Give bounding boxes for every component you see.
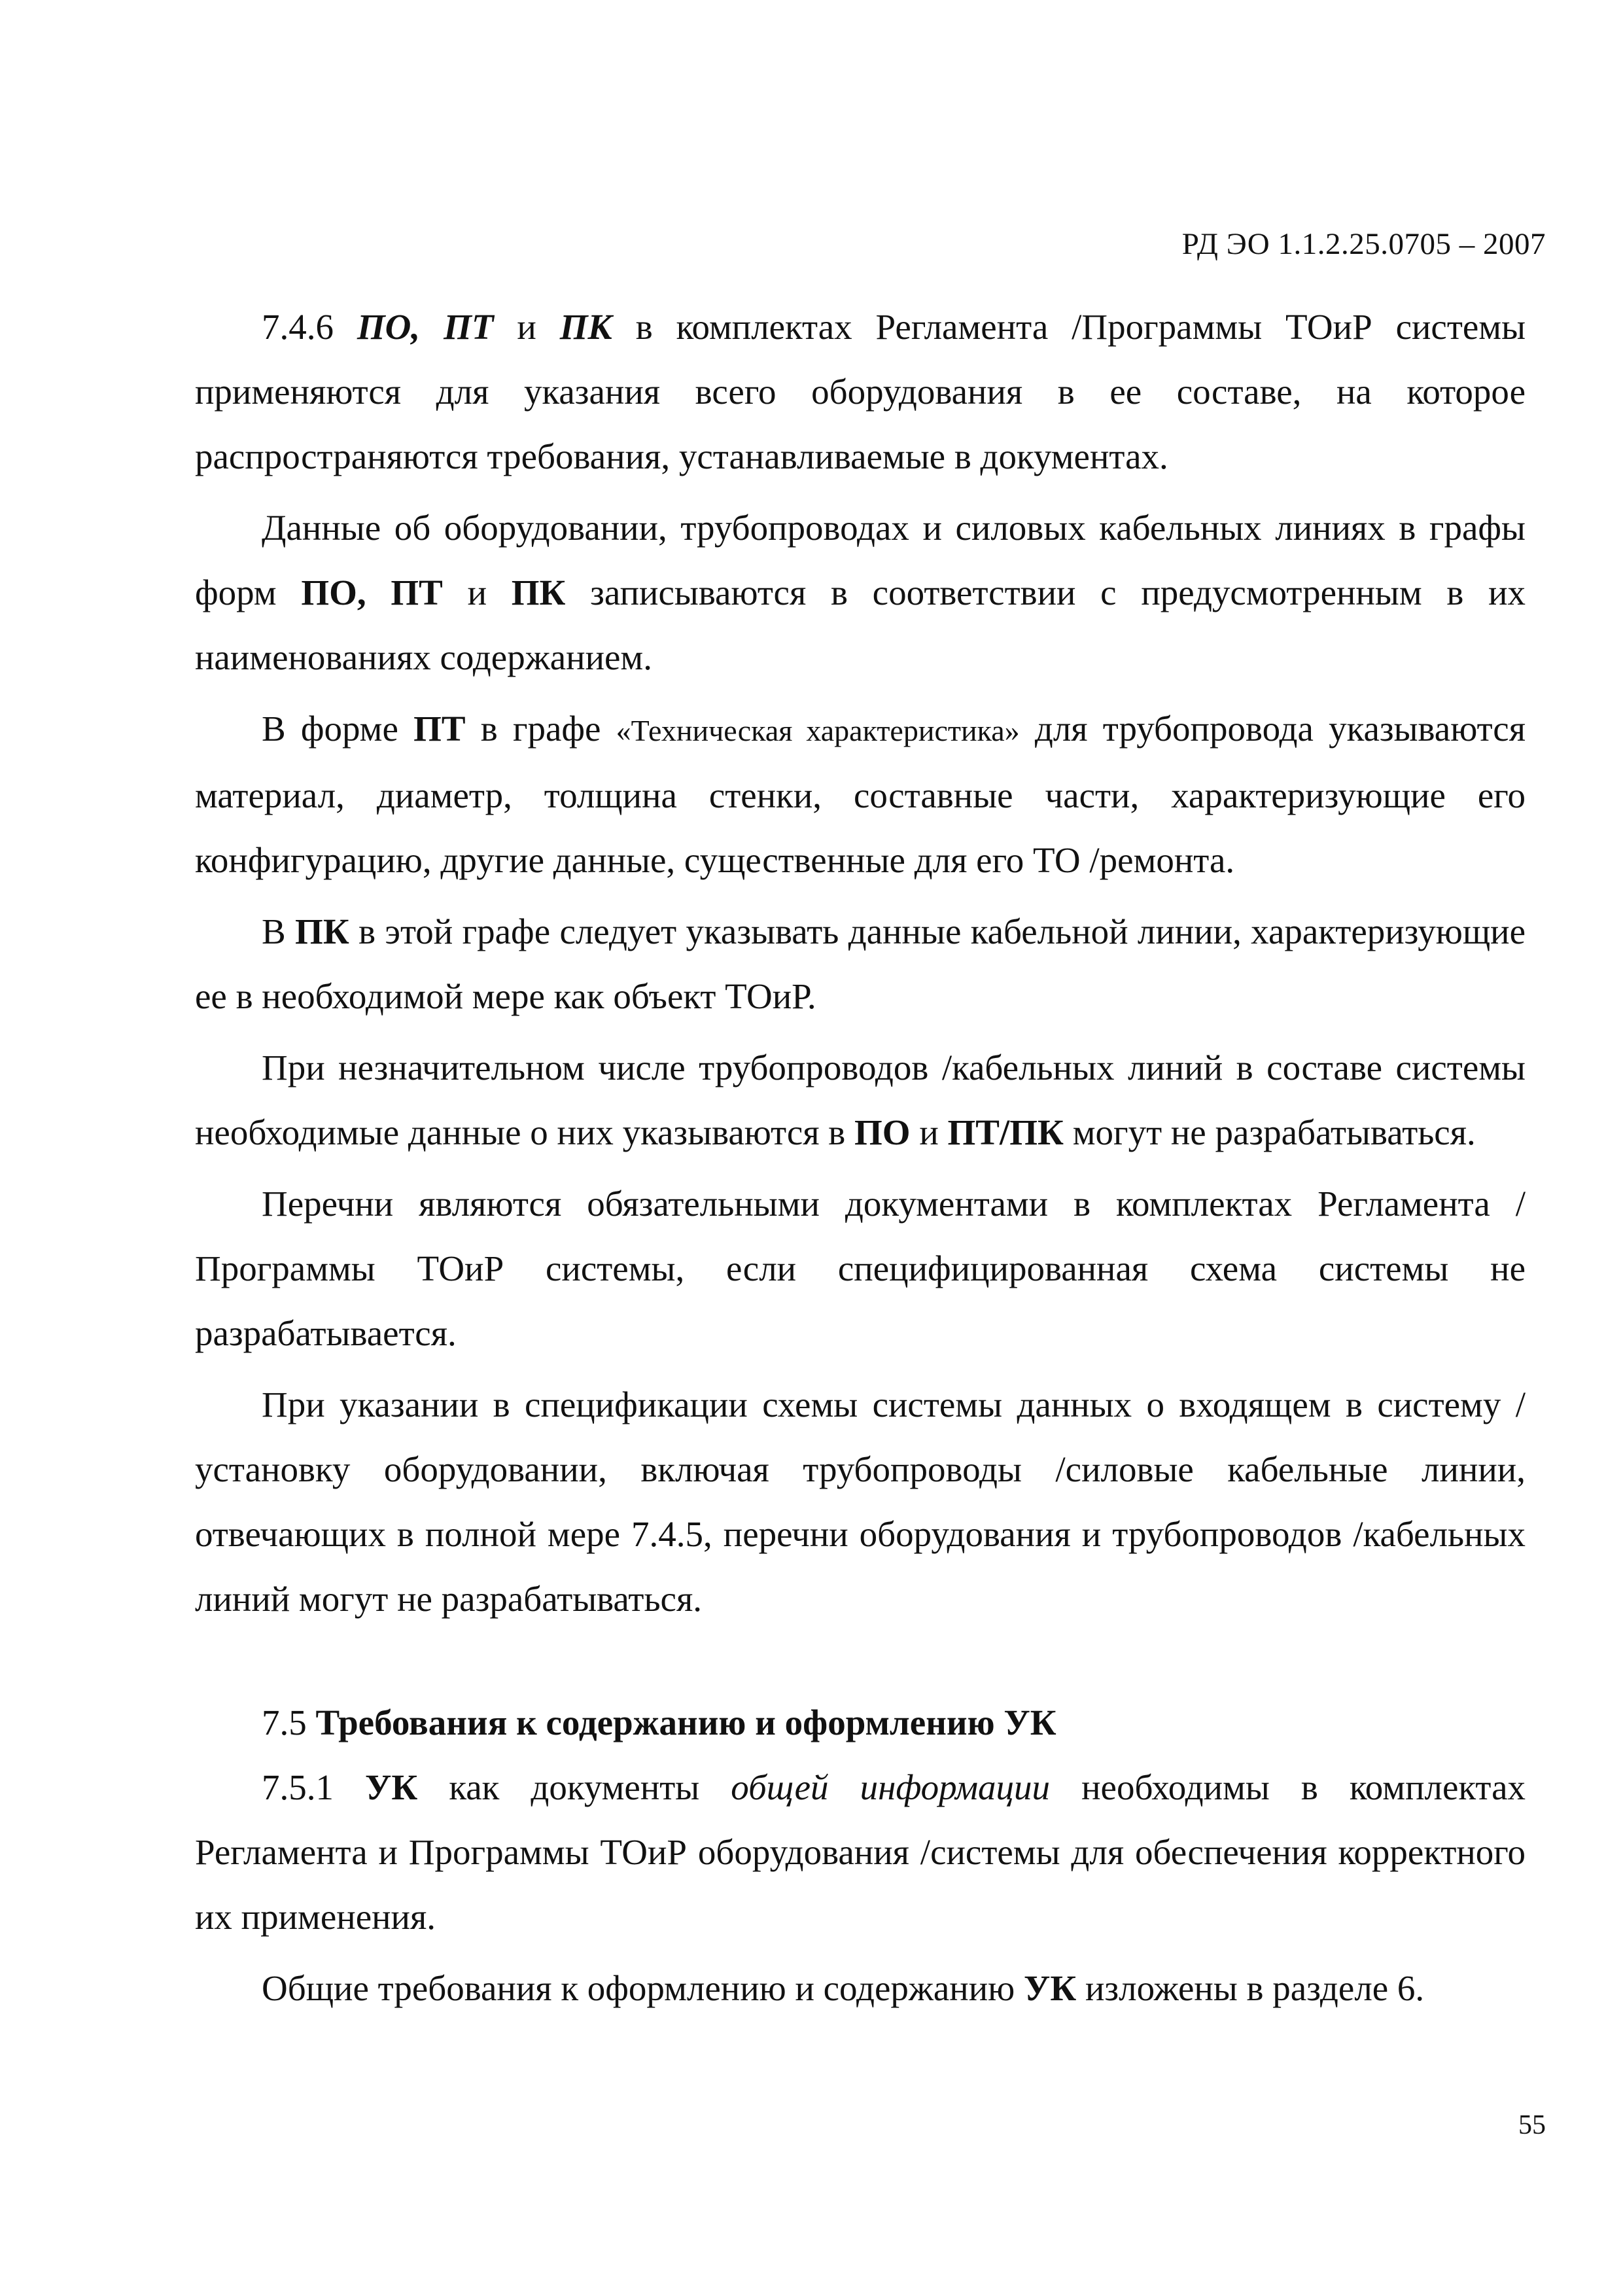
- paragraph-text: Общие требования к оформлению и содержанию: [262, 1968, 1015, 2008]
- clause-number: 7.5.1: [262, 1767, 334, 1807]
- abbr-pt: ПТ: [413, 709, 466, 749]
- abbr-uk: УК: [1024, 1968, 1077, 2008]
- paragraph-pt-form: [195, 696, 1526, 892]
- paragraph-general-requirements: [195, 1956, 1526, 2021]
- section-number: 7.5: [262, 1703, 307, 1742]
- abbr-po: ПО,: [357, 307, 421, 347]
- paragraph-7-4-6: [195, 294, 1526, 489]
- paragraph-text: в графе: [480, 709, 601, 749]
- page-number: 55: [1518, 2110, 1546, 2140]
- paragraph-7-5-1: [195, 1755, 1526, 1949]
- abbr-pk: ПК: [511, 573, 566, 612]
- paragraph-text: Данные об оборудовании, трубопроводах и силовых кабельных линиях в графы форм: [195, 508, 1526, 612]
- abbr-po: ПО: [854, 1112, 911, 1152]
- abbr-pk: ПК: [559, 307, 612, 347]
- conjunction: и: [919, 1112, 939, 1152]
- paragraph-pk: [195, 899, 1526, 1029]
- clause-number: 7.4.6: [262, 307, 334, 347]
- paragraph-text: для трубопровода указываются материал, диаметр, толщина стенки, составные части, характеризующие его конфигурацию, другие данные, существенные для его ТО /ремонта.: [195, 709, 1526, 880]
- abbr-po: ПО,: [301, 573, 366, 612]
- paragraph-text: В форме: [262, 709, 398, 749]
- abbr-pt: ПТ: [391, 573, 443, 612]
- paragraph-text: изложены в разделе 6.: [1085, 1968, 1425, 2008]
- paragraph-text: В: [262, 911, 286, 951]
- conjunction: и: [467, 573, 487, 612]
- abbr-pk: ПК: [295, 911, 349, 951]
- paragraph-data: [195, 495, 1526, 690]
- abbr-pt-pk: ПТ/ПК: [947, 1112, 1064, 1152]
- paragraph-text: в этой графе следует указывать данные кабельной линии, характеризующие ее в необходимой мере как объект ТОиР.: [195, 911, 1526, 1016]
- column-title-quote: «Техническая характеристика»: [616, 714, 1020, 747]
- section-heading-7-5: [195, 1690, 1526, 1755]
- paragraph-specification: При указании в спецификации схемы системы данных о входящем в систему /установку оборудовании, включая трубопроводы /силовые кабельные линии, отвечающих в полной мере 7.4.5, перечни оборудования и трубопроводов /кабельных линий могут не разрабатываться.: [195, 1385, 1526, 1619]
- paragraph-text: могут не разрабатываться.: [1072, 1112, 1476, 1152]
- paragraph-text: необходимы в комплектах Регламента и Программы ТОиР оборудования /системы для обеспечения корректного их применения.: [195, 1767, 1526, 1937]
- paragraph-text: в комплектах Регламента /Программы ТОиР системы применяются для указания всего оборудования в ее составе, на которое распространяются требования, устанавливаемые в документах.: [195, 307, 1526, 476]
- abbr-pt: ПТ: [444, 307, 494, 347]
- paragraph-text: записываются в соответствии с предусмотренным в их наименованиях содержанием.: [195, 573, 1526, 677]
- paragraph-small-number: [195, 1035, 1526, 1165]
- document-code-header: РД ЭО 1.1.2.25.0705 – 2007: [1181, 227, 1546, 261]
- body-text: [195, 294, 1526, 2027]
- abbr-uk: УК: [365, 1767, 418, 1807]
- paragraph-text: При незначительном числе трубопроводов /кабельных линий в составе системы необходимые данные о них указываются в: [195, 1048, 1526, 1152]
- paragraph-text: как документы: [449, 1767, 700, 1807]
- paragraph-lists: Перечни являются обязательными документами в комплектах Регламента /Программы ТОиР системы, если специфицированная схема системы не разрабатывается.: [195, 1184, 1526, 1353]
- section-title: Требования к содержанию и оформлению УК: [315, 1703, 1056, 1742]
- italic-term: общей информации: [731, 1767, 1051, 1807]
- conjunction: и: [517, 307, 536, 347]
